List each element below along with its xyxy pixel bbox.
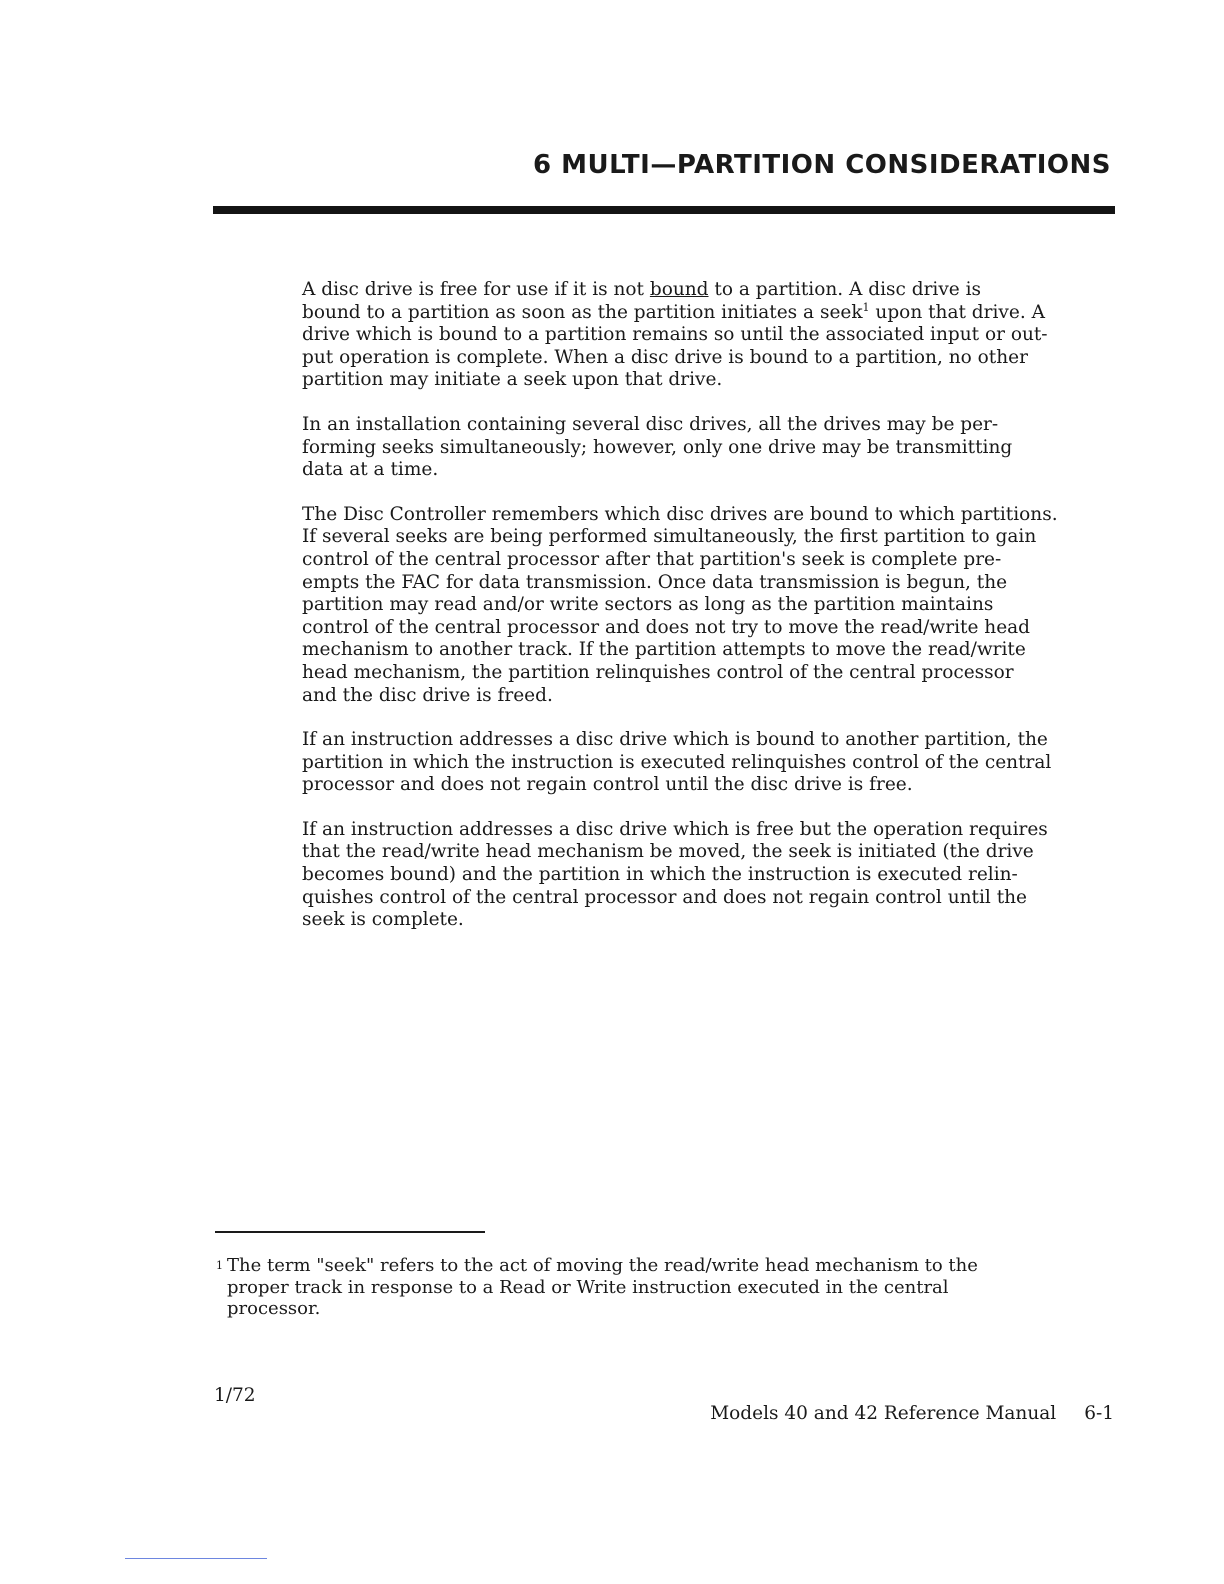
text-line: head mechanism, the partition relinquishes control of the central processor [302, 661, 1014, 683]
footnote-line: proper track in response to a Read or Write instruction executed in the central [227, 1276, 949, 1298]
text-line: If an instruction addresses a disc drive which is free but the operation requires [302, 818, 1048, 840]
paragraph-3 [302, 504, 1122, 707]
footnote-reference: 1 [862, 300, 870, 314]
text-line: becomes bound) and the partition in which the instruction is executed relin- [302, 864, 1018, 886]
chapter-title: 6 MULTI—PARTITION CONSIDERATIONS [533, 150, 1111, 180]
underlined-term-bound: bound [649, 279, 709, 300]
text-line: put operation is complete. When a disc drive is bound to a partition, no other [302, 346, 1028, 368]
footnote-line: processor. [227, 1298, 321, 1320]
text-line: partition may read and/or write sectors as long as the partition maintains [302, 594, 994, 616]
text-line: partition may initiate a seek upon that drive. [302, 369, 723, 391]
text-line: empts the FAC for data transmission. Once data transmission is begun, the [302, 571, 1008, 593]
text-line: control of the central processor and does not try to move the read/write head [302, 616, 1031, 638]
text-line: processor and does not regain control until the disc drive is free. [302, 774, 913, 796]
text-line: data at a time. [302, 459, 439, 481]
text-line: partition in which the instruction is executed relinquishes control of the central [302, 751, 1052, 773]
text-line: In an installation containing several disc drives, all the drives may be per- [302, 413, 999, 435]
text-line: quishes control of the central processor and does not regain control until the [302, 886, 1028, 908]
title-rule [213, 206, 1115, 214]
text-line [302, 279, 1122, 302]
text-line: forming seeks simultaneously; however, only one drive may be transmitting [302, 436, 1013, 458]
scan-artifact-line [125, 1558, 267, 1559]
text-line [302, 302, 1122, 325]
text-run: bound to a partition as soon as the partition initiates a seek [302, 301, 863, 323]
text-line: drive which is bound to a partition remains so until the associated input or out- [302, 324, 1048, 346]
text-line: If several seeks are being performed simultaneously, the first partition to gain [302, 526, 1037, 548]
text-run: upon that drive. A [869, 301, 1045, 323]
text-line: control of the central processor after that partition's seek is complete pre- [302, 548, 1002, 570]
text-line: If an instruction addresses a disc drive which is bound to another partition, the [302, 729, 1048, 751]
text-line: seek is complete. [302, 909, 464, 931]
paragraph-4 [302, 729, 1122, 797]
footer-manual [710, 1403, 1114, 1424]
footer-date: 1/72 [214, 1385, 256, 1406]
text-line: The Disc Controller remembers which disc drives are bound to which partitions. [302, 503, 1058, 525]
text-line: that the read/write head mechanism be moved, the seek is initiated (the drive [302, 841, 1034, 863]
footnote-line: The term "seek" refers to the act of moving the read/write head mechanism to the [227, 1255, 978, 1276]
paragraph-1 [302, 279, 1122, 392]
text-line: and the disc drive is freed. [302, 684, 553, 706]
paragraph-5 [302, 819, 1122, 932]
paragraph-2 [302, 414, 1122, 482]
text-run: to a partition. A disc drive is [708, 279, 982, 300]
footnote-mark: 1 [216, 1259, 223, 1272]
text-line: mechanism to another track. If the partition attempts to move the read/write [302, 639, 1026, 661]
manual-title: Models 40 and 42 Reference Manual [710, 1403, 1057, 1424]
body-text [302, 279, 1122, 954]
footnote-rule [215, 1231, 485, 1233]
footnote [216, 1255, 1096, 1320]
text-run: A disc drive is free for use if it is not [302, 279, 650, 300]
page-number: 6-1 [1084, 1403, 1114, 1424]
